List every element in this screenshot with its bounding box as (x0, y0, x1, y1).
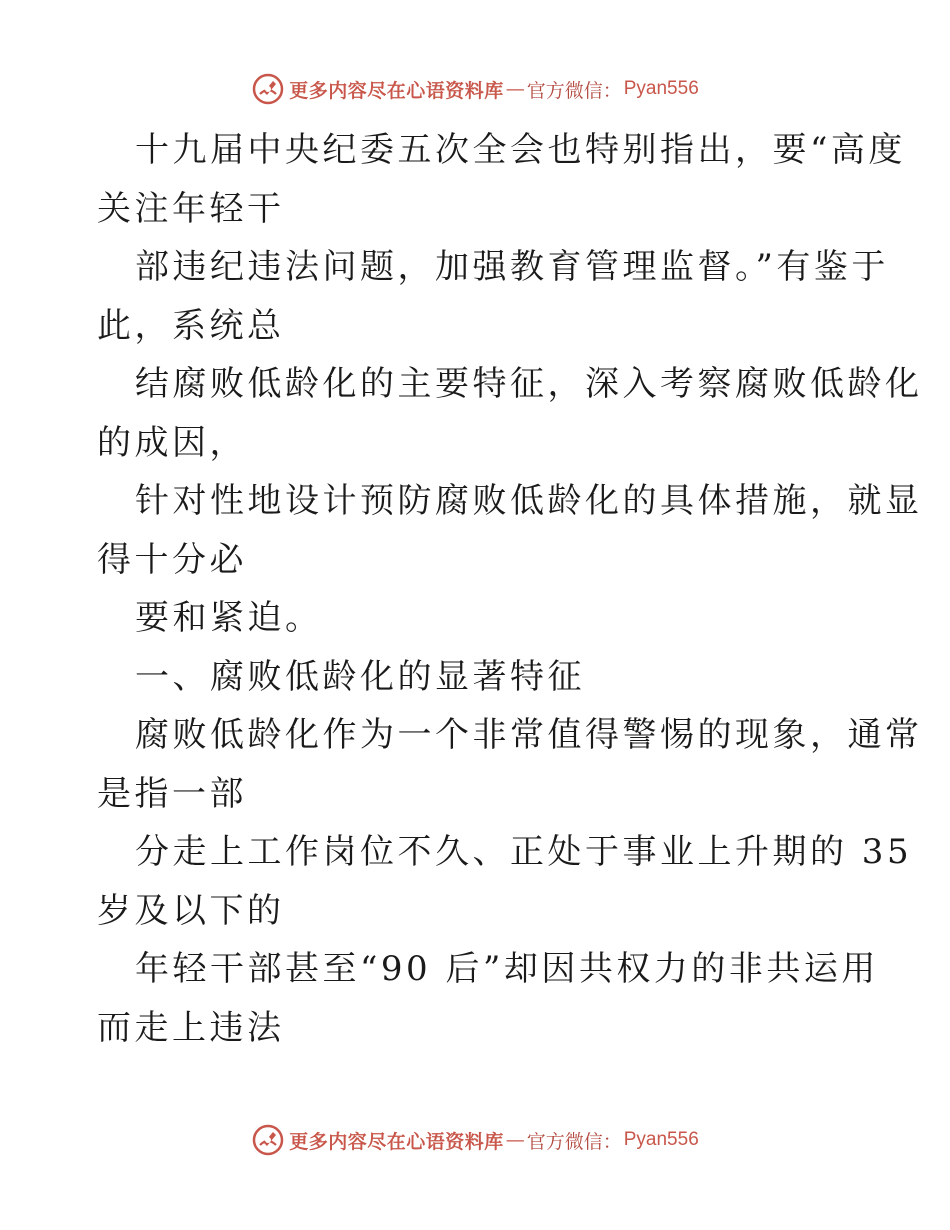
watermark-official-label: 官方微信： (526, 79, 622, 102)
text-line: 结腐败低龄化的主要特征，深入考察腐败低龄化 (135, 364, 923, 404)
watermark-site-text: 更多内容尽在心语资料库 (289, 1130, 504, 1153)
book-pen-logo-icon (251, 1123, 285, 1157)
text-line: 要和紧迫。 (135, 598, 323, 638)
text-line: 的成因， (97, 422, 247, 463)
watermark-official-label: 官方微信： (526, 1130, 622, 1153)
watermark-wechat-id: Pyan556 (623, 1129, 699, 1150)
watermark-site-text: 更多内容尽在心语资料库 (289, 79, 504, 102)
text-line: 岁及以下的 (97, 890, 285, 931)
watermark-wechat-id: Pyan556 (623, 78, 699, 99)
text-line: 一、腐败低龄化的显著特征 (135, 656, 585, 697)
book-pen-logo-icon (251, 72, 285, 106)
text-line: 关注年轻干 (97, 188, 285, 229)
header-watermark (0, 72, 950, 106)
watermark-dash: — (505, 78, 525, 100)
document-body (97, 121, 923, 1057)
text-line: 得十分必 (97, 539, 247, 580)
text-line: 部违纪违法问题，加强教育管理监督。”有鉴于 (135, 247, 889, 287)
text-line: 分走上工作岗位不久、正处于事业上升期的 35 (135, 832, 913, 872)
text-line: 十九届中央纪委五次全会也特别指出，要“高度 (135, 130, 906, 170)
watermark-dash: — (505, 1129, 525, 1151)
footer-watermark (0, 1123, 950, 1157)
text-line: 腐败低龄化作为一个非常值得警惕的现象，通常 (135, 715, 923, 755)
text-line: 针对性地设计预防腐败低龄化的具体措施，就显 (135, 481, 923, 521)
text-line: 是指一部 (97, 773, 247, 814)
text-line: 而走上违法 (97, 1007, 285, 1048)
text-line: 此，系统总 (97, 305, 285, 346)
text-line: 年轻干部甚至“90 后”却因共权力的非共运用 (135, 949, 879, 989)
